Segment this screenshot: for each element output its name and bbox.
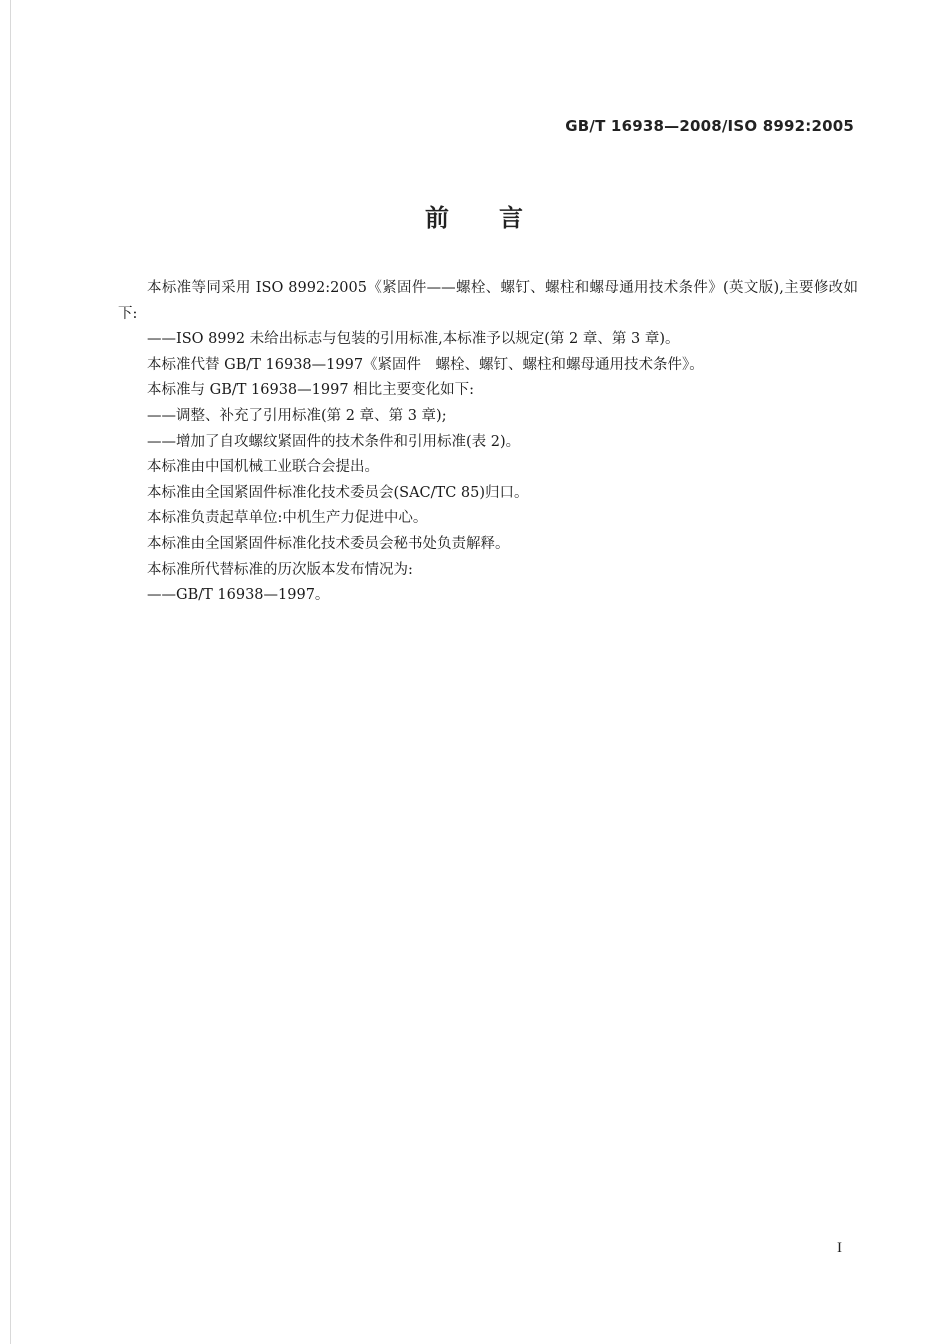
paragraph-drafting-unit: 本标准负责起草单位:中机生产力促进中心。: [147, 510, 428, 527]
paragraph-centralized-by: 本标准由全国紧固件标准化技术委员会(SAC/TC 85)归口。: [147, 484, 529, 501]
paragraph-history-item: ——GB/T 16938—1997。: [147, 587, 330, 604]
paragraph-adoption: 本标准等同采用 ISO 8992:2005《紧固件——螺栓、螺钉、螺柱和螺母通用技术条件》(英文版),主要修改如下:: [118, 280, 858, 322]
foreword-body: [118, 276, 858, 609]
paragraph-changes-intro: 本标准与 GB/T 16938—1997 相比主要变化如下:: [147, 382, 475, 399]
standard-code-header: GB/T 16938—2008/ISO 8992:2005: [565, 117, 854, 135]
paragraph-change-item-1: ——调整、补充了引用标准(第 2 章、第 3 章);: [147, 407, 447, 424]
foreword-title-char-1: 前: [425, 204, 451, 232]
page-number: I: [837, 1240, 842, 1256]
foreword-title-char-2: 言: [499, 204, 525, 232]
paragraph-modification-item: ——ISO 8992 未给出标志与包装的引用标准,本标准予以规定(第 2 章、第 3 章)。: [147, 331, 680, 348]
paragraph-replaces: 本标准代替 GB/T 16938—1997《紧固件 螺栓、螺钉、螺柱和螺母通用技术条件》。: [147, 356, 704, 373]
paragraph-change-item-2: ——增加了自攻螺纹紧固件的技术条件和引用标准(表 2)。: [147, 433, 521, 450]
paragraph-history-intro: 本标准所代替标准的历次版本发布情况为:: [147, 561, 413, 578]
paragraph-interpretation: 本标准由全国紧固件标准化技术委员会秘书处负责解释。: [147, 535, 510, 552]
foreword-title: [0, 198, 950, 233]
paragraph-proposed-by: 本标准由中国机械工业联合会提出。: [147, 459, 379, 476]
